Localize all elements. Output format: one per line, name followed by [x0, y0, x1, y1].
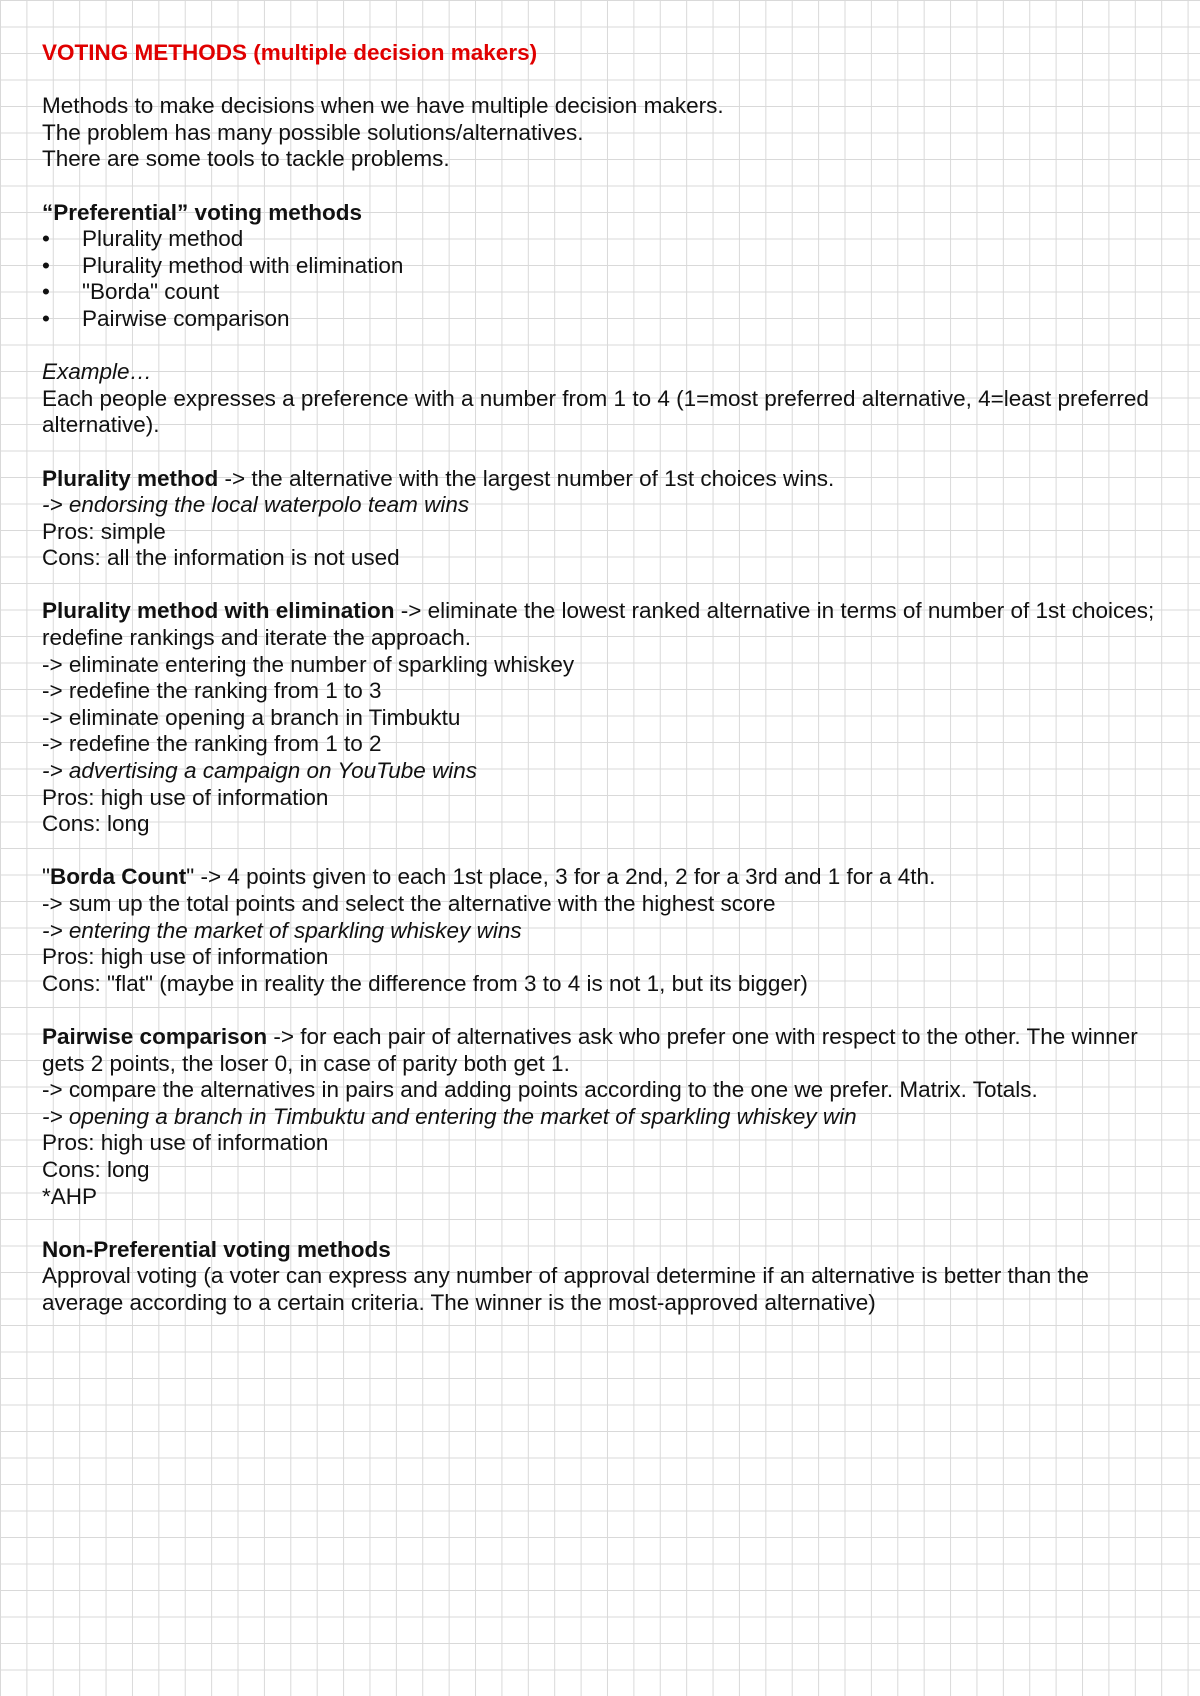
nonpref-heading: Non-Preferential voting methods	[42, 1236, 391, 1262]
spacer	[42, 997, 1162, 1024]
list-item: • Plurality method	[42, 226, 1162, 253]
intro-line: Methods to make decisions when we have multiple decision makers.	[42, 93, 724, 119]
example-text: Each people expresses a preference with a number from 1 to 4 (1=most preferred alternative, 4=least preferred alternative).	[42, 385, 1156, 438]
borda-cons: Cons: "flat" (maybe in reality the difference from 3 to 4 is not 1, but its bigger)	[42, 970, 808, 996]
nonpref-text: Approval voting (a voter can express any number of approval determine if an alternative is better than the average according to a certain criteria. The winner is the most-approved alternative)	[42, 1263, 1096, 1315]
borda-term: Borda Count	[50, 864, 187, 890]
intro-line: The problem has many possible solutions/alternatives.	[42, 119, 584, 145]
spacer	[42, 838, 1162, 865]
pairwise-cons: Cons: long	[42, 1156, 150, 1182]
elimination-result: -> advertising a campaign on YouTube wins	[42, 758, 478, 784]
preferential-heading: “Preferential” voting methods	[42, 199, 363, 225]
pairwise-result: -> opening a branch in Timbuktu and entering the market of sparkling whiskey win	[42, 1103, 857, 1129]
document-page	[42, 40, 1162, 1317]
elimination-step: -> eliminate entering the number of sparkling whiskey	[42, 651, 575, 677]
plurality-cons: Cons: all the information is not used	[42, 545, 400, 571]
elimination-cons: Cons: long	[42, 811, 150, 837]
elimination-term: Plurality method with elimination	[42, 598, 395, 624]
list-item: • "Borda" count	[42, 279, 1162, 306]
list-item: • Pairwise comparison	[42, 306, 1162, 333]
pairwise-step: -> compare the alternatives in pairs and adding points according to the one we prefer. Matrix. Totals.	[42, 1077, 1038, 1103]
plurality-pros: Pros: simple	[42, 518, 166, 544]
list-item: • Plurality method with elimination	[42, 253, 1162, 280]
borda-quote: "	[42, 864, 50, 890]
preferential-list	[42, 226, 1162, 332]
borda-pros: Pros: high use of information	[42, 944, 329, 970]
spacer	[42, 333, 1162, 360]
elimination-pros: Pros: high use of information	[42, 784, 329, 810]
spacer	[42, 173, 1162, 200]
pairwise-note: *AHP	[42, 1183, 98, 1209]
borda-definition	[42, 864, 1162, 891]
pairwise-def: -> for each pair of alternatives ask who prefer one with respect to the other. The winner gets 2 points, the loser 0, in case of parity both get 1.	[42, 1023, 1145, 1076]
elimination-def: -> eliminate the lowest ranked alternative in terms of number of 1st choices; redefine rankings and iterate the approach.	[42, 598, 1161, 651]
borda-def: " -> 4 points given to each 1st place, 3 for a 2nd, 2 for a 3rd and 1 for a 4th.	[186, 864, 936, 890]
pairwise-pros: Pros: high use of information	[42, 1130, 329, 1156]
pairwise-term: Pairwise comparison	[42, 1023, 268, 1049]
intro-line: There are some tools to tackle problems.	[42, 146, 450, 172]
elimination-step: -> eliminate opening a branch in Timbuktu	[42, 704, 461, 730]
example-label: Example…	[42, 359, 153, 385]
plurality-result: -> endorsing the local waterpolo team wins	[42, 492, 470, 518]
spacer	[42, 439, 1162, 466]
spacer	[42, 572, 1162, 599]
plurality-term: Plurality method	[42, 465, 219, 491]
elimination-step: -> redefine the ranking from 1 to 3	[42, 678, 382, 704]
elimination-definition	[42, 598, 1162, 651]
page-title: VOTING METHODS (multiple decision makers)	[42, 40, 538, 65]
spacer	[42, 1210, 1162, 1237]
borda-step: -> sum up the total points and select the alternative with the highest score	[42, 891, 776, 916]
elimination-step: -> redefine the ranking from 1 to 2	[42, 731, 382, 757]
pairwise-definition	[42, 1024, 1162, 1077]
borda-result: -> entering the market of sparkling whiskey wins	[42, 917, 522, 943]
plurality-definition	[42, 466, 1162, 493]
spacer	[42, 67, 1162, 94]
plurality-def: -> the alternative with the largest number of 1st choices wins.	[218, 465, 835, 491]
